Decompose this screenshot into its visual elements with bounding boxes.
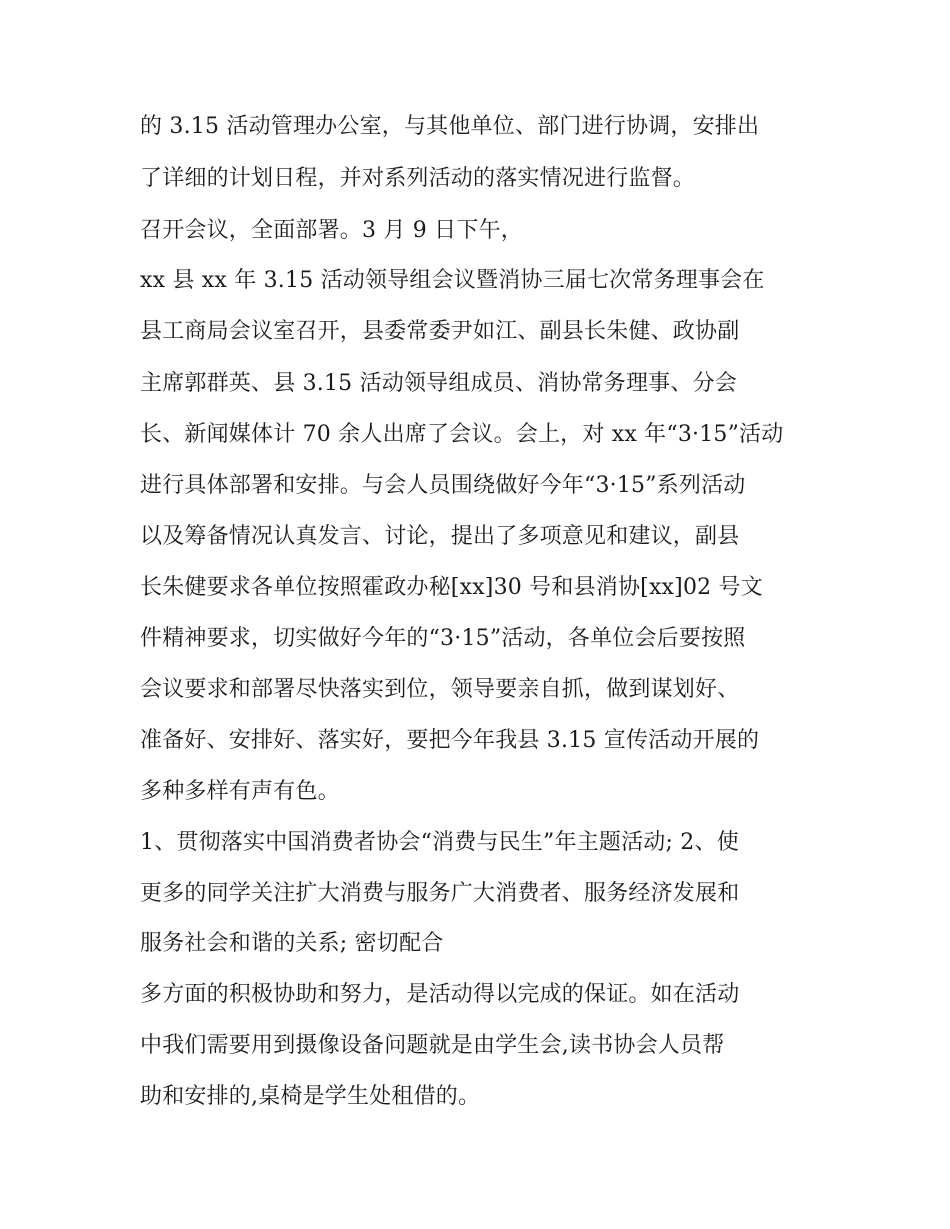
text-line: 主席郭群英、县 3.15 活动领导组成员、消协常务理事、分会 — [140, 371, 737, 396]
text-line: 更多的同学关注扩大消费与服务广大消费者、服务经济发展和 — [140, 881, 740, 906]
text-line: 县工商局会议室召开，县委常委尹如江、副县长朱健、政协副 — [140, 319, 740, 344]
text-line: 助和安排的,桌椅是学生处租借的。 — [140, 1084, 481, 1109]
text-line: 多方面的积极协助和努力，是活动得以完成的保证。如在活动 — [140, 982, 740, 1007]
text-line: 会议要求和部署尽快落实到位，领导要亲自抓，做到谋划好、 — [140, 677, 740, 702]
text-line: 了详细的计划日程，并对系列活动的落实情况进行监督。 — [140, 166, 696, 191]
text-line: 长、新闻媒体计 70 余人出席了会议。会上，对 xx 年“3·15”活动 — [140, 422, 784, 447]
text-line: 1、贯彻落实中国消费者协会“消费与民生”年主题活动; 2、使 — [140, 830, 739, 855]
text-line: 的 3.15 活动管理办公室，与其他单位、部门进行协调，安排出 — [140, 114, 760, 139]
text-line: 进行具体部署和安排。与会人员围绕做好今年“3·15”系列活动 — [140, 473, 746, 498]
text-line: 中我们需要用到摄像设备问题就是由学生会,读书协会人员帮 — [140, 1033, 725, 1058]
text-line: 多种多样有声有色。 — [140, 779, 340, 804]
text-line: 服务社会和谐的关系; 密切配合 — [140, 931, 444, 956]
text-line: 召开会议，全面部署。3 月 9 日下午， — [140, 218, 523, 243]
text-line: 以及筹备情况认真发言、讨论，提出了多项意见和建议，副县 — [140, 524, 740, 549]
text-line: 长朱健要求各单位按照霍政办秘[xx]30 号和县消协[xx]02 号文 — [140, 575, 763, 600]
text-line: 准备好、安排好、落实好，要把今年我县 3.15 宣传活动开展的 — [140, 728, 760, 753]
text-line: xx 县 xx 年 3.15 活动领导组会议暨消协三届七次常务理事会在 — [140, 268, 765, 293]
text-line: 件精神要求，切实做好今年的“3·15”活动，各单位会后要按照 — [140, 626, 746, 651]
